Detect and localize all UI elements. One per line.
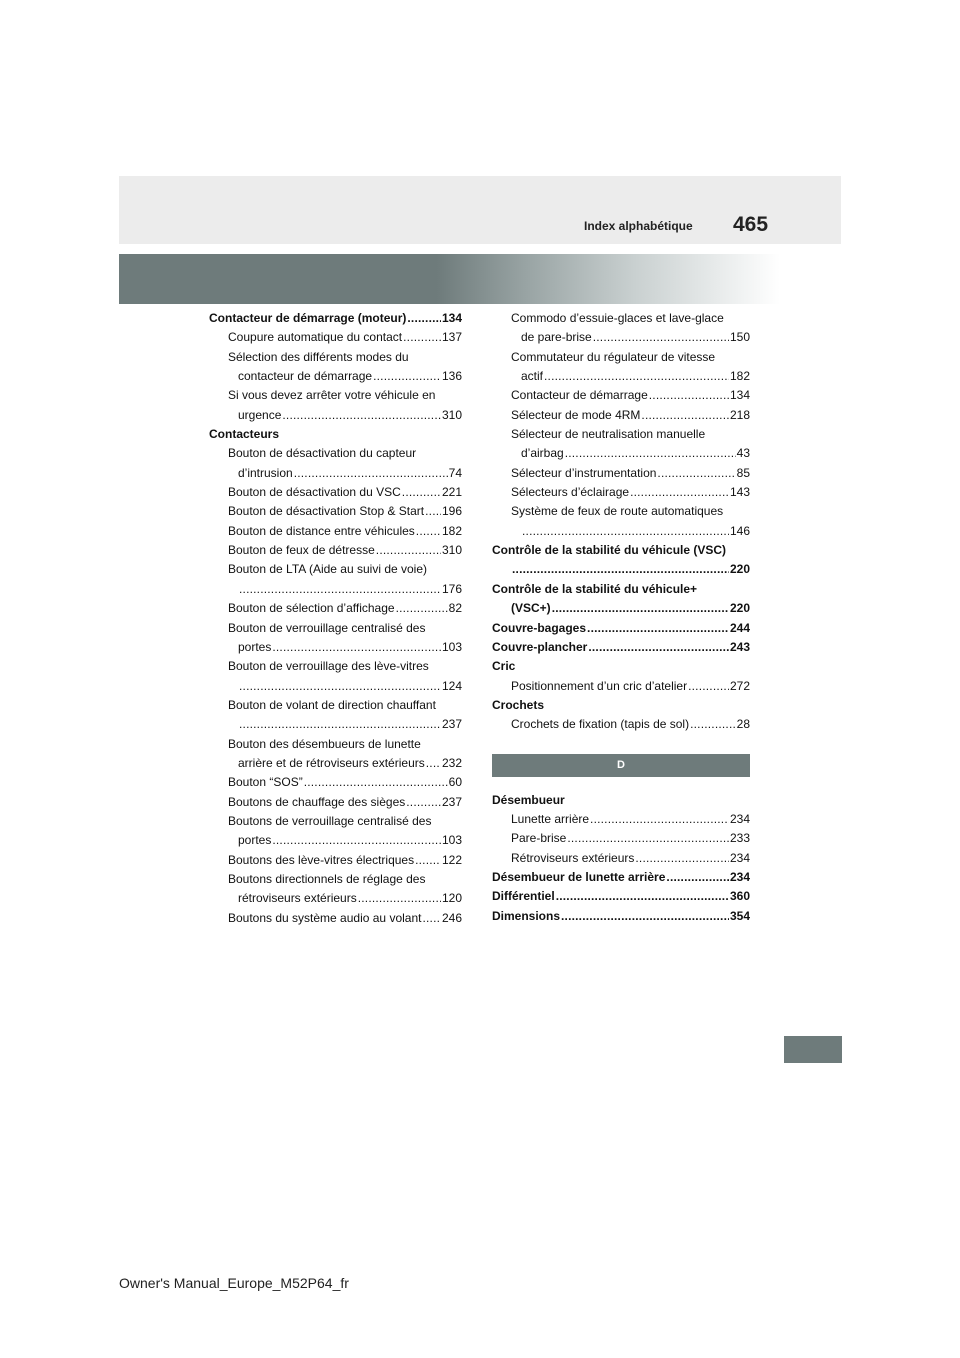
index-entry	[492, 868, 750, 887]
entry-text: Cric	[492, 659, 516, 674]
index-line	[492, 657, 750, 676]
index-subentry	[492, 386, 750, 405]
entry-text: Bouton de désactivation du capteur	[228, 446, 417, 461]
dot-leader	[593, 328, 729, 347]
entry-text: Lunette arrière	[511, 811, 590, 826]
header-gradient-bar	[119, 254, 780, 304]
entry-text: Si vous devez arrêter votre véhicule en	[228, 388, 436, 403]
dot-leader	[630, 483, 729, 502]
index-entry	[492, 791, 750, 810]
page-reference: 122	[441, 852, 462, 867]
entry-text: Bouton de distance entre véhicules	[228, 523, 415, 538]
entry-text: Sélecteur de neutralisation manuelle	[511, 427, 706, 442]
index-line	[492, 367, 750, 386]
entry-text: urgence	[238, 407, 282, 422]
dot-leader	[358, 889, 441, 908]
index-line	[492, 464, 750, 483]
entry-text: (VSC+)	[511, 601, 551, 616]
index-line	[209, 580, 462, 599]
index-line	[209, 348, 462, 367]
page-reference: 234	[729, 869, 750, 884]
index-entry	[209, 309, 462, 328]
entry-text: Contacteur de démarrage	[511, 388, 648, 403]
entry-text: Boutons de chauffage des sièges	[228, 794, 406, 809]
dot-leader	[649, 386, 729, 405]
index-line	[492, 522, 750, 541]
dot-leader	[402, 483, 441, 502]
index-subentry	[492, 406, 750, 425]
entry-text: Contrôle de la stabilité du véhicule (VSC)	[492, 543, 727, 558]
index-line	[492, 483, 750, 502]
entry-text: Contacteurs	[209, 427, 280, 442]
index-subentry	[209, 502, 462, 521]
index-line	[209, 638, 462, 657]
dot-leader	[690, 715, 736, 734]
dot-leader	[522, 522, 729, 541]
entry-text: Crochets de fixation (tapis de sol)	[511, 717, 690, 732]
index-line	[492, 868, 750, 887]
index-line	[209, 309, 462, 328]
entry-text: Sélecteur d’instrumentation	[511, 465, 657, 480]
dot-leader	[373, 367, 441, 386]
page-reference: 233	[729, 831, 750, 846]
section-header: D	[492, 754, 750, 777]
dot-leader	[657, 464, 735, 483]
index-line	[209, 560, 462, 579]
index-subentry	[492, 348, 750, 387]
dot-leader	[239, 677, 441, 696]
index-line	[492, 849, 750, 868]
index-line	[209, 328, 462, 347]
entry-text: Boutons de verrouillage centralisé des	[228, 813, 432, 828]
page-reference: 120	[441, 891, 462, 906]
index-line	[492, 619, 750, 638]
entry-text: portes	[238, 639, 272, 654]
index-line	[492, 715, 750, 734]
index-line	[492, 541, 750, 560]
index-entry	[492, 638, 750, 657]
entry-text: Rétroviseurs extérieurs	[511, 850, 635, 865]
page-reference: 244	[729, 620, 750, 635]
entry-text: Boutons des lève-vitres électriques	[228, 852, 415, 867]
page-reference: 310	[441, 543, 462, 558]
page-reference: 124	[441, 678, 462, 693]
page-reference: 150	[729, 330, 750, 345]
header-title: Index alphabétique	[584, 219, 693, 233]
page-reference: 220	[729, 562, 750, 577]
index-line	[209, 715, 462, 734]
index-line	[492, 599, 750, 618]
dot-leader	[552, 599, 729, 618]
index-subentry	[209, 735, 462, 774]
index-line	[209, 696, 462, 715]
index-entry	[492, 907, 750, 926]
page-reference: 221	[441, 485, 462, 500]
index-subentry	[209, 870, 462, 909]
page-reference: 103	[441, 833, 462, 848]
index-subentry	[492, 849, 750, 868]
entry-text: Différentiel	[492, 889, 555, 904]
entry-text: actif	[521, 369, 544, 384]
entry-text: Bouton de sélection d’affichage	[228, 601, 395, 616]
entry-text: Bouton des désembueurs de lunette	[228, 736, 421, 751]
dot-leader	[415, 851, 441, 870]
dot-leader	[422, 909, 441, 928]
dot-leader	[406, 793, 441, 812]
index-entry	[209, 425, 462, 444]
page-reference: 60	[448, 775, 462, 790]
entry-text: rétroviseurs extérieurs	[238, 891, 357, 906]
entry-text: portes	[238, 833, 272, 848]
index-line	[492, 791, 750, 810]
index-subentry	[492, 677, 750, 696]
index-line	[209, 754, 462, 773]
index-line	[492, 696, 750, 715]
index-line	[492, 309, 750, 328]
entry-text: Bouton de désactivation du VSC	[228, 485, 401, 500]
footer-manual-id: Owner's Manual_Europe_M52P64_fr	[119, 1275, 349, 1291]
entry-text: Positionnement d’un cric d’atelier	[511, 678, 688, 693]
index-subentry	[209, 444, 462, 483]
dot-leader	[587, 619, 729, 638]
index-line	[209, 870, 462, 889]
dot-leader	[512, 560, 729, 579]
index-line	[209, 619, 462, 638]
entry-text: contacteur de démarrage	[238, 369, 373, 384]
entry-text: Coupure automatique du contact	[228, 330, 403, 345]
index-subentry	[492, 464, 750, 483]
index-entry	[492, 619, 750, 638]
index-line	[492, 502, 750, 521]
dot-leader	[426, 754, 441, 773]
index-column-left	[209, 309, 462, 928]
index-subentry	[209, 328, 462, 347]
page-reference: 28	[736, 717, 750, 732]
chapter-side-tab	[784, 1036, 842, 1063]
entry-text: Désembueur de lunette arrière	[492, 869, 666, 884]
dot-leader	[588, 638, 729, 657]
dot-leader	[425, 502, 441, 521]
page-reference: 134	[729, 388, 750, 403]
index-line	[209, 889, 462, 908]
index-entry	[492, 580, 750, 619]
index-line	[209, 541, 462, 560]
index-line	[209, 386, 462, 405]
index-subentry	[209, 560, 462, 599]
dot-leader	[590, 810, 729, 829]
entry-text: Couvre-plancher	[492, 639, 588, 654]
page-number: 465	[733, 213, 769, 236]
index-entry	[492, 541, 750, 580]
entry-text: Sélecteur de mode 4RM	[511, 407, 641, 422]
page-reference: 137	[441, 330, 462, 345]
index-line	[209, 831, 462, 850]
index-subentry	[209, 522, 462, 541]
entry-text: Contrôle de la stabilité du véhicule+	[492, 581, 698, 596]
index-subentry	[209, 851, 462, 870]
entry-text: Contacteur de démarrage (moteur)	[209, 311, 407, 325]
index-subentry	[492, 502, 750, 541]
page-reference: 243	[729, 639, 750, 654]
index-line	[209, 483, 462, 502]
index-subentry	[209, 348, 462, 387]
index-line	[209, 502, 462, 521]
dot-leader	[556, 887, 729, 906]
dot-leader	[304, 773, 448, 792]
index-subentry	[492, 425, 750, 464]
entry-text: Bouton de verrouillage centralisé des	[228, 620, 426, 635]
index-line	[209, 425, 462, 444]
dot-leader	[407, 309, 441, 328]
index-line	[492, 677, 750, 696]
page-reference: 74	[448, 465, 462, 480]
index-subentry	[209, 483, 462, 502]
index-line	[492, 444, 750, 463]
entry-text: d’intrusion	[238, 465, 293, 480]
page-reference: 196	[441, 504, 462, 519]
index-subentry	[209, 793, 462, 812]
index-line	[209, 406, 462, 425]
page-reference: 234	[729, 811, 750, 826]
dot-leader	[239, 715, 441, 734]
entry-text: Sélection des différents modes du	[228, 349, 409, 364]
index-line	[209, 677, 462, 696]
page-reference: 103	[441, 639, 462, 654]
entry-text: Boutons du système audio au volant	[228, 910, 422, 925]
dot-leader	[565, 444, 736, 463]
index-line	[492, 580, 750, 599]
page-reference: 237	[441, 717, 462, 732]
dot-leader	[666, 868, 729, 887]
index-subentry	[209, 812, 462, 851]
entry-text: Boutons directionnels de réglage des	[228, 871, 426, 886]
entry-text: Crochets	[492, 697, 545, 712]
dot-leader	[272, 638, 441, 657]
entry-text: Bouton de verrouillage des lève-vitres	[228, 659, 429, 674]
index-line	[209, 812, 462, 831]
page-reference: 134	[441, 311, 462, 325]
entry-text: Désembueur	[492, 792, 565, 807]
index-line	[209, 444, 462, 463]
page-reference: 220	[729, 601, 750, 616]
entry-text: Commodo d’essuie-glaces et lave-glace	[511, 311, 724, 325]
index-line	[492, 348, 750, 367]
dot-leader	[688, 677, 729, 696]
entry-text: Dimensions	[492, 908, 561, 923]
index-entry	[492, 657, 750, 676]
index-line	[492, 907, 750, 926]
index-line	[492, 425, 750, 444]
page-reference: 136	[441, 369, 462, 384]
page-reference: 182	[441, 523, 462, 538]
entry-text: Couvre-bagages	[492, 620, 587, 635]
index-line	[492, 829, 750, 848]
index-line	[492, 328, 750, 347]
page-reference: 234	[729, 850, 750, 865]
index-subentry	[492, 829, 750, 848]
entry-text: de pare-brise	[521, 330, 592, 345]
index-line	[209, 367, 462, 386]
index-subentry	[209, 773, 462, 792]
page-reference: 246	[441, 910, 462, 925]
dot-leader	[641, 406, 729, 425]
index-subentry	[492, 309, 750, 348]
page-reference: 82	[448, 601, 462, 616]
dot-leader	[567, 829, 729, 848]
page-reference: 143	[729, 485, 750, 500]
index-line	[492, 406, 750, 425]
page-reference: 146	[729, 523, 750, 538]
page-reference: 360	[729, 889, 750, 904]
page-reference: 176	[441, 581, 462, 596]
index-line	[209, 773, 462, 792]
dot-leader	[239, 580, 441, 599]
index-line	[209, 522, 462, 541]
index-subentry	[492, 483, 750, 502]
index-line	[492, 560, 750, 579]
entry-text: Bouton de désactivation Stop & Start	[228, 504, 425, 519]
entry-text: arrière et de rétroviseurs extérieurs	[238, 755, 425, 770]
dot-leader	[403, 328, 441, 347]
dot-leader	[561, 907, 729, 926]
page-reference: 232	[441, 755, 462, 770]
entry-text: Sélecteurs d’éclairage	[511, 485, 630, 500]
dot-leader	[282, 406, 441, 425]
index-subentry	[209, 696, 462, 735]
dot-leader	[635, 849, 729, 868]
dot-leader	[272, 831, 441, 850]
dot-leader	[396, 599, 448, 618]
index-subentry	[492, 810, 750, 829]
dot-leader	[416, 522, 441, 541]
entry-text: Commutateur du régulateur de vitesse	[511, 349, 716, 364]
index-subentry	[209, 619, 462, 658]
page-reference: 237	[441, 794, 462, 809]
page-reference: 354	[729, 908, 750, 923]
index-column-right	[492, 309, 750, 926]
dot-leader	[544, 367, 729, 386]
index-subentry	[209, 541, 462, 560]
entry-text: Bouton “SOS”	[228, 775, 303, 790]
index-entry	[492, 887, 750, 906]
page-reference: 310	[441, 407, 462, 422]
index-line	[492, 386, 750, 405]
index-line	[492, 638, 750, 657]
entry-text: Bouton de feux de détresse	[228, 543, 375, 558]
entry-text: Pare-brise	[511, 831, 567, 846]
entry-text: Bouton de volant de direction chauffant	[228, 697, 436, 712]
index-subentry	[209, 386, 462, 425]
entry-text: Système de feux de route automatiques	[511, 504, 724, 519]
page-reference: 43	[736, 446, 750, 461]
index-subentry	[209, 657, 462, 696]
index-subentry	[209, 599, 462, 618]
entry-text: Bouton de LTA (Aide au suivi de voie)	[228, 562, 428, 577]
page-reference: 85	[736, 465, 750, 480]
index-line	[492, 887, 750, 906]
entry-text: d’airbag	[521, 446, 564, 461]
page-reference: 272	[729, 678, 750, 693]
index-line	[492, 810, 750, 829]
index-subentry	[492, 715, 750, 734]
index-subentry	[209, 909, 462, 928]
index-entry	[492, 696, 750, 715]
index-line	[209, 464, 462, 483]
index-line	[209, 793, 462, 812]
index-line	[209, 909, 462, 928]
page-reference: 218	[729, 407, 750, 422]
index-line	[209, 735, 462, 754]
page-reference: 182	[729, 369, 750, 384]
index-line	[209, 599, 462, 618]
index-line	[209, 851, 462, 870]
dot-leader	[294, 464, 448, 483]
index-line	[209, 657, 462, 676]
dot-leader	[376, 541, 441, 560]
